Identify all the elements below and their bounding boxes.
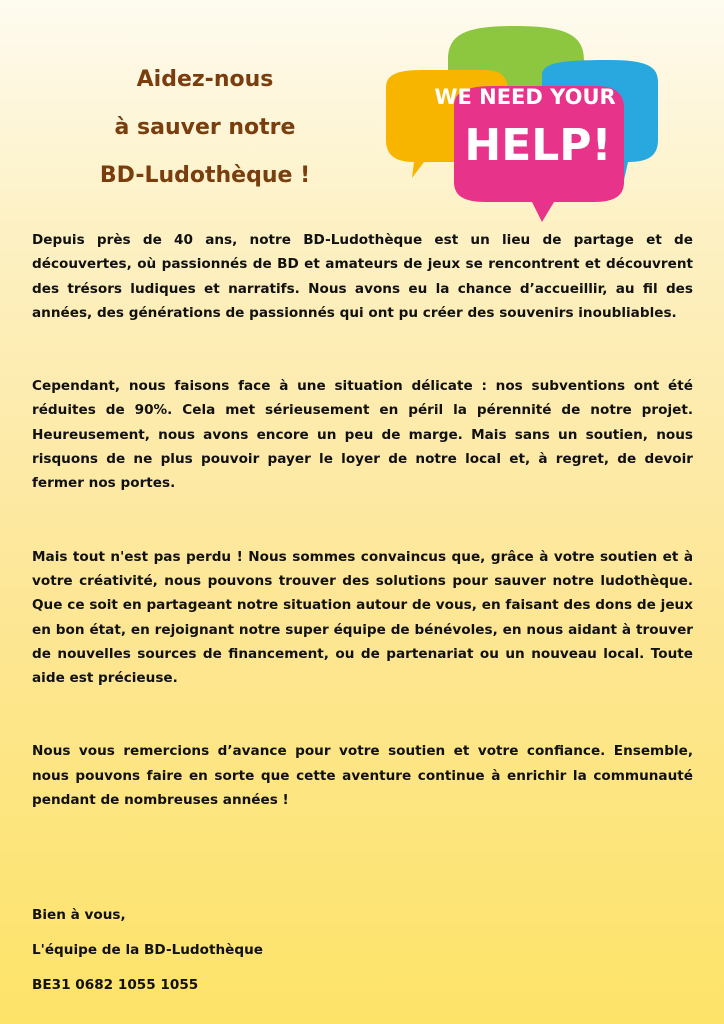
signature-iban: BE31 0682 1055 1055 [32,977,199,993]
title-line-2: à sauver notre [114,115,296,140]
help-speech-bubbles-logo [382,20,664,225]
paragraph-1: Depuis près de 40 ans, notre BD-Ludothèque est un lieu de partage et de découvertes, où passionnés de BD et amateurs de jeux se rencontrent et découvrent des trésors ludiques et narratifs. Nous avons eu la chance d’accueillir, au fil des années, des générations de passionnés qui ont pu créer des souvenirs inoubliables. [32,232,693,321]
paragraph-4: Nous vous remercions d’avance pour votre soutien et votre confiance. Ensemble, nous pouvons faire en sorte que cette aventure continue à enrichir la communauté pendant de nombreuses années ! [32,743,693,809]
logo-text-line-2: HELP! [464,120,612,171]
logo-text-line-1: WE NEED YOUR [434,85,616,109]
signature-block [32,905,532,1010]
signature-team: L'équipe de la BD-Ludothèque [32,942,264,958]
title-line-1: Aidez-nous [136,67,274,92]
page-title [60,60,350,204]
title-line-3: BD-Ludothèque ! [99,163,311,188]
signature-greeting: Bien à vous, [32,907,126,923]
letter-body [32,228,693,861]
paragraph-3: Mais tout n'est pas perdu ! Nous sommes convaincus que, grâce à votre soutien et à votre créativité, nous pouvons trouver des solutions pour sauver notre ludothèque. Que ce soit en partageant notre situation autour de vous, en faisant des dons de jeux en bon état, en rejoignant notre super équipe de bénévoles, en nous aidant à trouver de nouvelles sources de financement, ou de partenariat ou un nouveau local. Toute aide est précieuse. [32,548,693,687]
paragraph-2: Cependant, nous faisons face à une situation délicate : nos subventions ont été réduites de 90%. Cela met sérieusement en péril la pérennité de notre projet. Heureusement, nous avons encore un peu de marge. Mais sans un soutien, nous risquons de ne plus pouvoir payer le loyer de notre local et, à regret, de devoir fermer nos portes. [32,378,693,492]
